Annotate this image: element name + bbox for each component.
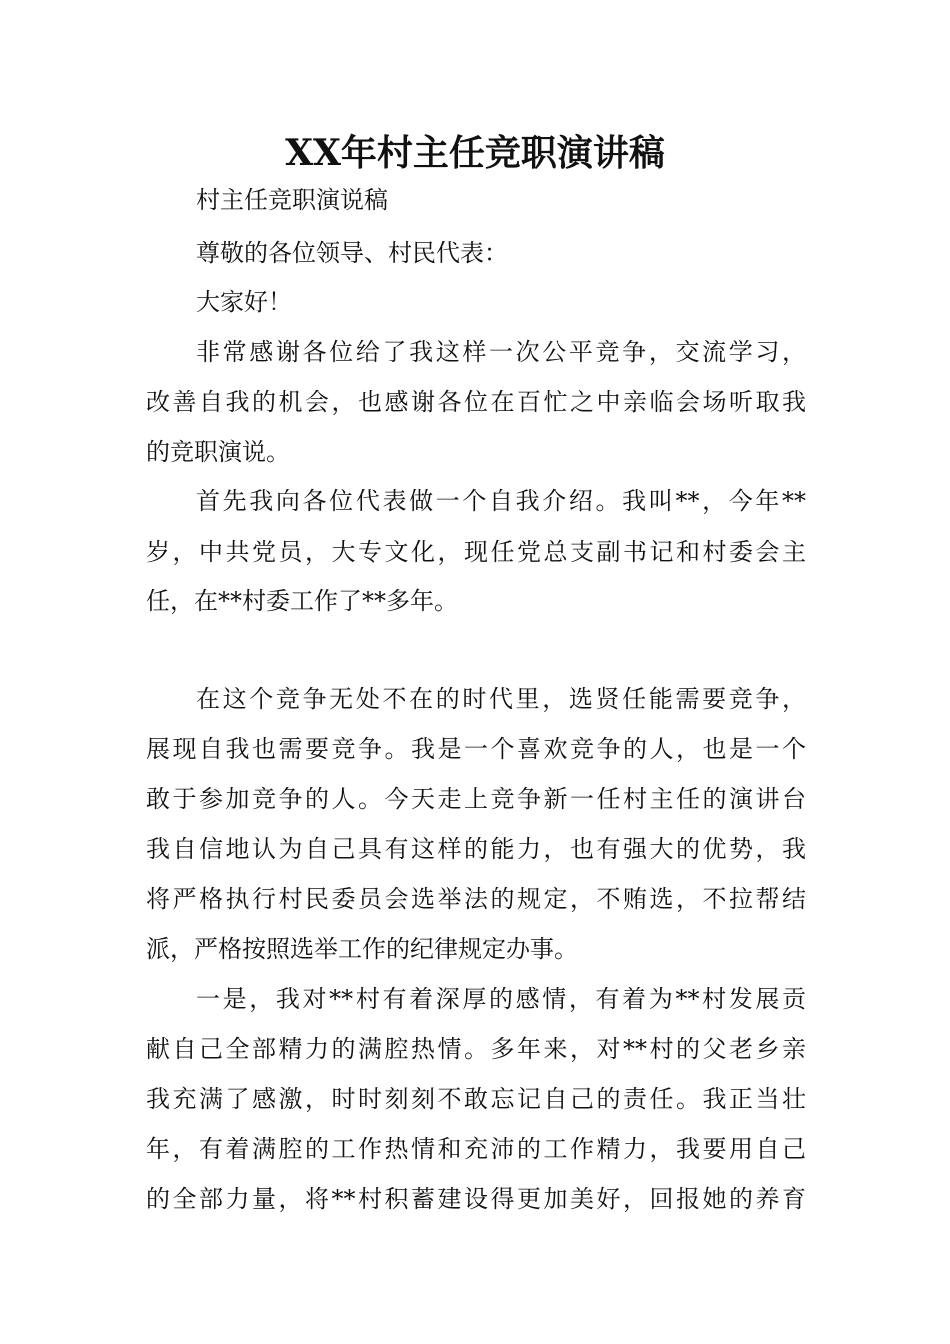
text-line: 我充满了感激，时时刻刻不敢忘记自己的责任。我正当壮 [146, 1085, 806, 1113]
text-line: 派，严格按照选举工作的纪律规定办事。 [146, 935, 578, 963]
document-title: XX年村主任竞职演讲稿 [285, 132, 665, 174]
text-line: 村主任竞职演说稿 [196, 186, 388, 214]
text-line: 在这个竞争无处不在的时代里，选贤任能需要竞争， [196, 685, 806, 713]
text-line: 岁，中共党员，大专文化，现任党总支副书记和村委会主 [146, 538, 806, 566]
text-line: 献自己全部精力的满腔热情。多年来，对**村的父老乡亲 [146, 1035, 806, 1063]
text-line: 改善自我的机会，也感谢各位在百忙之中亲临会场听取我 [146, 388, 806, 416]
text-line: 的竞职演说。 [146, 438, 290, 466]
text-line: 非常感谢各位给了我这样一次公平竞争，交流学习， [196, 338, 806, 366]
text-line: 任，在**村委工作了**多年。 [146, 587, 458, 615]
text-line: 一是，我对**村有着深厚的感情，有着为**村发展贡 [196, 985, 806, 1013]
text-line: 大家好！ [196, 288, 292, 316]
text-line: 将严格执行村民委员会选举法的规定，不贿选，不拉帮结 [146, 885, 806, 913]
text-line: 的全部力量，将**村积蓄建设得更加美好，回报她的养育 [146, 1185, 806, 1213]
text-line: 首先我向各位代表做一个自我介绍。我叫**，今年** [196, 487, 806, 515]
text-line: 尊敬的各位领导、村民代表： [196, 239, 508, 267]
text-line: 年，有着满腔的工作热情和充沛的工作精力，我要用自己 [146, 1135, 806, 1163]
text-line: 敢于参加竞争的人。今天走上竞争新一任村主任的演讲台 [146, 785, 806, 813]
text-line: 我自信地认为自己具有这样的能力，也有强大的优势，我 [146, 835, 806, 863]
text-line: 展现自我也需要竞争。我是一个喜欢竞争的人，也是一个 [146, 735, 806, 763]
